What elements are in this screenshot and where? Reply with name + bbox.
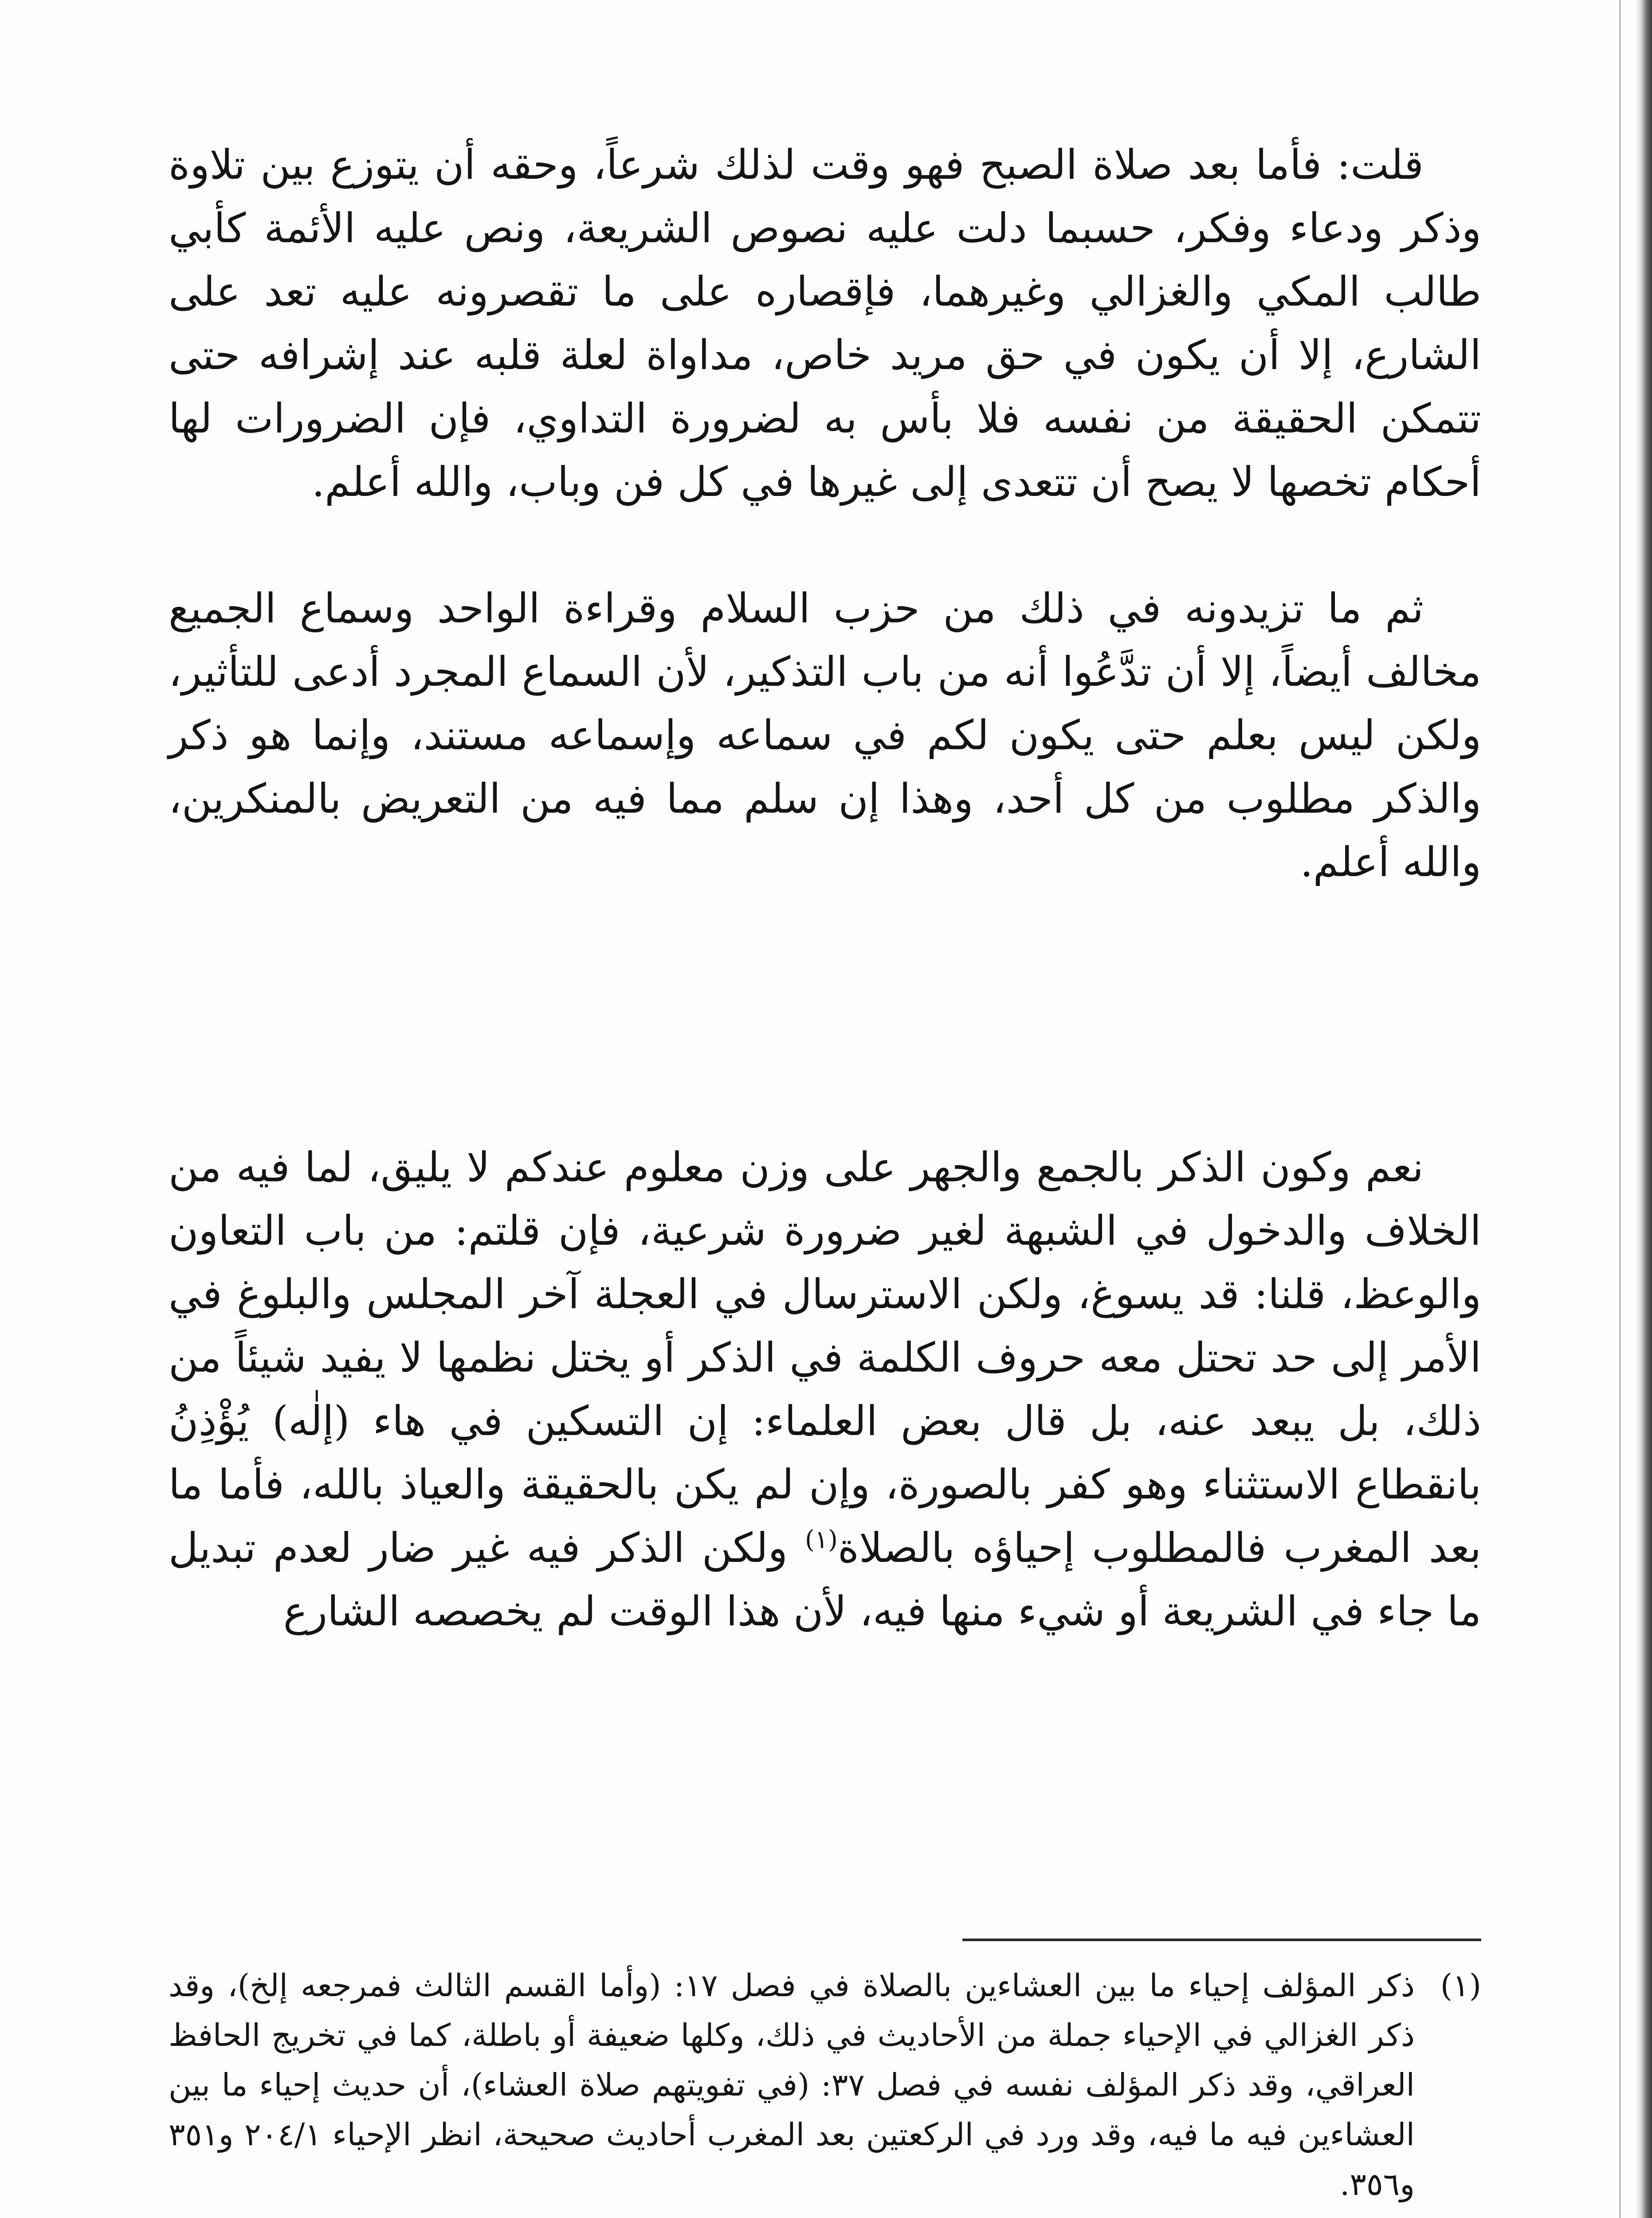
paragraph-3-text-before-ref: نعم وكون الذكر بالجمع والجهر على وزن معلوم عندكم لا يليق، لما فيه من الخلاف والدخول في الشبهة لغير ضرورة شرعية، فإن قلتم: من باب التعاون والوعظ، قلنا: قد يسوغ، ولكن الاسترسال في العجلة آخر المجلس والبلوغ في الأمر إلى حد تحتل معه حروف الكلمة في الذكر أو يختل نظمها لا يفيد شيئاً من ذلك، بل يبعد عنه، بل قال بعض العلماء: إن التسكين في هاء (إلٰه) يُؤْذِنُ بانقطاع الاستثناء وهو كفر بالصورة، وإن لم يكن بالحقيقة والعياذ بالله، فأما ما بعد المغرب فالمطلوب إحياؤه بالصلاة — [169, 1144, 1481, 1572]
footnote — [169, 1961, 1481, 2209]
footnote-text: ذكر المؤلف إحياء ما بين العشاءين بالصلاة في فصل ١٧: (وأما القسم الثالث فمرجعه إلخ)، وقد ذكر الغزالي في الإحياء جملة من الأحاديث في ذلك، وكلها ضعيفة أو باطلة، كما في تخريج الحافظ العراقي، وقد ذكر المؤلف نفسه في فصل ٣٧: (في تفويتهم صلاة العشاء)، أن حديث إحياء ما بين العشاءين فيه ما فيه، وقد ورد في الركعتين بعد المغرب أحاديث صحيحة، انظر الإحياء ٢٠٤/١ و٣٥١ و٣٥٦. — [169, 1967, 1415, 2202]
footnote-reference: (١) — [805, 1525, 838, 1554]
book-spine-edge — [1635, 0, 1652, 2218]
paragraph-3-text-after-ref: ولكن الذكر فيه غير ضار لعدم تبديل ما جاء في الشريعة أو شيء منها فيه، لأن هذا الوقت لم يخصصه الشارع — [169, 1524, 1481, 1635]
paragraph-3 — [169, 1136, 1481, 1643]
binding-shadow-line — [1619, 0, 1621, 2218]
paragraph-1-text: قلت: فأما بعد صلاة الصبح فهو وقت لذلك شرعاً، وحقه أن يتوزع بين تلاوة وذكر ودعاء وفكر، حسبما دلت عليه نصوص الشريعة، ونص عليه الأئمة كأبي طالب المكي والغزالي وغيرهما، فإقصاره على ما تقصرونه عليه تعد على الشارع، إلا أن يكون في حق مريد خاص، مداواة لعلة قلبه عند إشرافه حتى تتمكن الحقيقة من نفسه فلا بأس به لضرورة التداوي، فإن الضرورات لها أحكام تخصها لا يصح أن تتعدى إلى غيرها في كل فن وباب، والله أعلم. — [169, 141, 1482, 506]
paragraph-3-text — [169, 1136, 1481, 1643]
paragraph-1 — [169, 133, 1481, 514]
footnote-separator-rule — [962, 1939, 1481, 1941]
footnote-marker: (١) — [1440, 1967, 1481, 2004]
paragraph-2-text: ثم ما تزيدونه في ذلك من حزب السلام وقراءة الواحد وسماع الجميع مخالف أيضاً، إلا أن تدَّعُوا أنه من باب التذكير، لأن السماع المجرد أدعى للتأثير، ولكن ليس بعلم حتى يكون لكم في سماعه وإسماعه مستند، وإنما هو ذكر والذكر مطلوب من كل أحد، وهذا إن سلم مما فيه من التعريض بالمنكرين، والله أعلم. — [169, 585, 1481, 886]
paragraph-2 — [169, 577, 1481, 894]
